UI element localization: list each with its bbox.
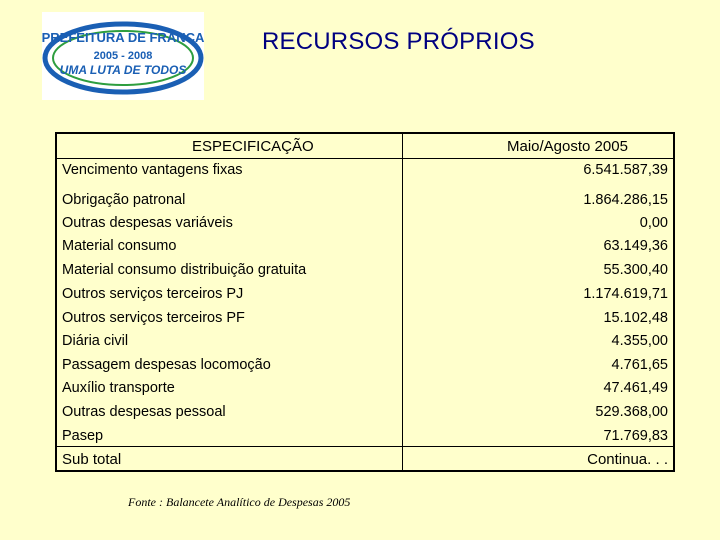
subtotal-row (57, 449, 673, 472)
table-row (57, 308, 673, 331)
row-label: Outras despesas variáveis (62, 215, 233, 231)
logo-line3: UMA LUTA DE TODOS (59, 63, 187, 77)
row-label: Pasep (62, 428, 104, 444)
row-label: Outros serviços terceiros PF (62, 310, 245, 326)
row-value: 15.102,48 (603, 310, 668, 326)
row-value: 529.368,00 (595, 404, 668, 420)
row-value: 4.355,00 (611, 333, 668, 349)
table-row (57, 260, 673, 283)
table-row (57, 284, 673, 307)
subtotal-label: Sub total (62, 451, 122, 468)
row-label: Obrigação patronal (62, 192, 186, 208)
table-row (57, 160, 673, 183)
row-label: Outras despesas pessoal (62, 404, 226, 420)
row-value: 63.149,36 (603, 238, 668, 254)
header-specification: ESPECIFICAÇÃO (192, 138, 314, 155)
table-row (57, 378, 673, 401)
table-row (57, 355, 673, 378)
row-label: Diária civil (62, 333, 129, 349)
row-value: 47.461,49 (603, 380, 668, 396)
row-label: Material consumo (62, 238, 177, 254)
expense-table (55, 132, 675, 472)
row-value: 4.761,65 (611, 357, 668, 373)
table-row (57, 213, 673, 236)
row-label: Outros serviços terceiros PJ (62, 286, 244, 302)
page-title: RECURSOS PRÓPRIOS (262, 28, 535, 55)
row-label: Passagem despesas locomoção (62, 357, 271, 373)
source-note: Fonte : Balancete Analítico de Despesas 2005 (128, 495, 351, 509)
logo-line2: 2005 - 2008 (93, 50, 153, 62)
logo-line1: PREFEITURA DE FRANCA (42, 30, 204, 45)
header-divider (57, 158, 673, 159)
row-label: Vencimento vantagens fixas (62, 162, 243, 178)
table-row (57, 190, 673, 213)
header-period: Maio/Agosto 2005 (507, 138, 628, 155)
table-row (57, 402, 673, 425)
row-value: 55.300,40 (603, 262, 668, 278)
row-value: 1.864.286,15 (583, 192, 668, 208)
table-row (57, 331, 673, 354)
row-value: 0,00 (639, 215, 668, 231)
row-label: Auxílio transporte (62, 380, 175, 396)
table-row (57, 426, 673, 449)
row-label: Material consumo distribuição gratuita (62, 262, 307, 278)
prefeitura-logo (42, 12, 204, 100)
table-row (57, 236, 673, 259)
row-value: 1.174.619,71 (583, 286, 668, 302)
row-value: 71.769,83 (603, 428, 668, 444)
row-value: 6.541.587,39 (583, 162, 668, 178)
subtotal-value: Continua. . . (587, 451, 668, 468)
